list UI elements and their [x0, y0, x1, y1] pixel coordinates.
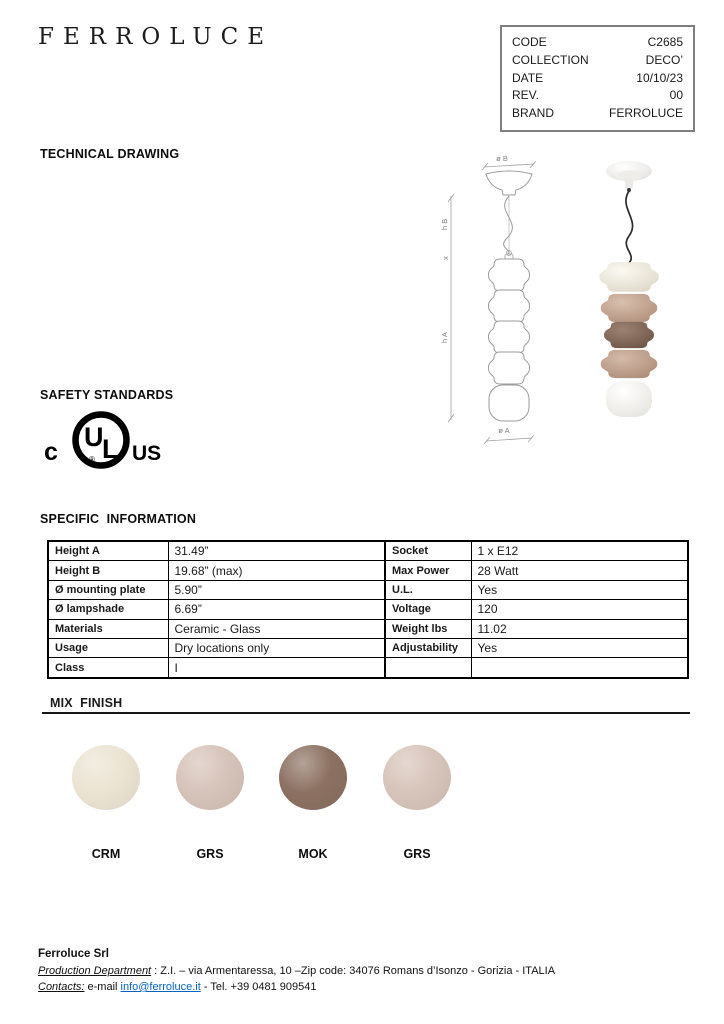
- ul-letter-c: c: [44, 438, 58, 466]
- contacts-line: [38, 979, 555, 996]
- info-value: 00: [669, 88, 683, 103]
- finish-swatch-grs-2: [383, 745, 451, 810]
- specific-information-heading: SPECIFIC INFORMATION: [40, 512, 197, 526]
- spec-label: Socket: [385, 541, 471, 561]
- finish-swatch-mok: [279, 745, 347, 810]
- mix-finish-heading: MIX FINISH: [42, 696, 690, 714]
- production-address: : Z.I. – via Armentaressa, 10 –Zip code: 34076 Romans d’Isonzo - Gorizia - ITALIA: [151, 964, 556, 977]
- drawing-shade-3: [489, 321, 530, 353]
- footer: [38, 946, 555, 996]
- ul-letter-u: U: [84, 422, 104, 452]
- table-row: [48, 619, 688, 638]
- spec-value: 5.90”: [168, 580, 385, 599]
- spec-value: I: [168, 658, 385, 678]
- info-label: DATE: [512, 70, 544, 85]
- cul-us-certification-mark: [42, 406, 162, 480]
- info-label: BRAND: [512, 106, 555, 121]
- drawing-cord: [504, 196, 513, 254]
- info-row-brand: [512, 105, 683, 123]
- dim-label-x: x: [441, 256, 450, 260]
- finish-swatch-grs: [176, 745, 244, 810]
- info-value: FERROLUCE: [608, 106, 683, 121]
- finish-label-grs-2: GRS: [403, 847, 431, 861]
- spec-label: Materials: [48, 619, 168, 638]
- spec-value: 19.68” (max): [168, 561, 385, 580]
- table-row: [48, 638, 688, 657]
- production-line: [38, 963, 555, 980]
- spec-value: Dry locations only: [168, 638, 385, 657]
- drawing-canopy: [486, 171, 532, 195]
- spec-value: Ceramic - Glass: [168, 619, 385, 638]
- dim-label-height-a: h A: [440, 332, 449, 343]
- spec-label: Ø mounting plate: [48, 580, 168, 599]
- spec-label: Voltage: [385, 600, 471, 619]
- finish-swatch-crm: [72, 745, 140, 810]
- info-label: COLLECTION: [512, 52, 589, 67]
- brand-logo: FERROLUCE: [38, 24, 274, 50]
- drawing-shade-1: [489, 259, 530, 291]
- company-name: Ferroluce Srl: [38, 948, 109, 960]
- photo-cord: [626, 191, 633, 263]
- spec-value: 28 Watt: [471, 561, 688, 580]
- spec-label: Adjustability: [385, 638, 471, 657]
- info-row-rev: [512, 87, 683, 105]
- spec-value: 1 x E12: [471, 541, 688, 561]
- finish-label-grs: GRS: [196, 847, 224, 861]
- safety-standards-heading: SAFETY STANDARDS: [40, 388, 174, 402]
- production-department-label: Production Department: [38, 964, 152, 977]
- info-value: DECO’: [645, 52, 683, 67]
- spec-label: Usage: [48, 638, 168, 657]
- spec-label: Max Power: [385, 561, 471, 580]
- ul-letters-us: US: [132, 442, 162, 465]
- contacts-phone: - Tel. +39 0481 909541: [200, 981, 317, 993]
- photo-shade-grs: [601, 294, 658, 322]
- table-row: [48, 580, 688, 599]
- dim-label-height-b: h B: [440, 218, 449, 230]
- drawing-shade-4: [489, 352, 530, 384]
- info-row-date: [512, 70, 683, 88]
- technical-line-drawing: [436, 150, 568, 448]
- drawing-globe: [489, 385, 529, 421]
- spec-value: 11.02: [471, 619, 688, 638]
- photo-shade-crm: [599, 262, 658, 291]
- spec-label: Ø lampshade: [48, 600, 168, 619]
- table-row: [48, 658, 688, 678]
- table-row: [48, 600, 688, 619]
- technical-drawing-heading: TECHNICAL DRAWING: [40, 147, 180, 161]
- spec-label: Height B: [48, 561, 168, 580]
- spec-value: Yes: [471, 638, 688, 657]
- finish-label-mok: MOK: [298, 847, 328, 861]
- photo-globe: [606, 381, 652, 417]
- spec-value: Yes: [471, 580, 688, 599]
- photo-shade-mok: [604, 322, 654, 348]
- contacts-prefix: e-mail: [84, 981, 121, 993]
- spec-label: [385, 658, 471, 678]
- specifications-table: [47, 540, 689, 679]
- spec-value: 6.69”: [168, 600, 385, 619]
- product-photo: [584, 158, 676, 422]
- document-info-box: [500, 25, 695, 132]
- spec-value: 120: [471, 600, 688, 619]
- ul-letter-l: L: [102, 434, 119, 464]
- spec-label: Weight lbs: [385, 619, 471, 638]
- contacts-label: Contacts:: [38, 981, 85, 993]
- spec-value: 31.49”: [168, 541, 385, 561]
- spec-label: Class: [48, 658, 168, 678]
- info-label: REV.: [512, 88, 539, 103]
- spec-label: Height A: [48, 541, 168, 561]
- dim-label-diameter-a: ø A: [498, 426, 510, 435]
- registered-symbol: ®: [89, 455, 95, 464]
- dim-label-diameter-b: ø B: [496, 154, 508, 163]
- table-row: [48, 541, 688, 561]
- info-row-code: [512, 34, 683, 52]
- info-row-collection: [512, 52, 683, 70]
- spec-value: [471, 658, 688, 678]
- table-row: [48, 561, 688, 580]
- spec-label: U.L.: [385, 580, 471, 599]
- info-value: 10/10/23: [636, 70, 683, 85]
- drawing-shade-2: [489, 290, 530, 322]
- finish-label-crm: CRM: [91, 847, 121, 861]
- photo-shade-grs-2: [601, 350, 658, 378]
- info-label: CODE: [512, 35, 547, 49]
- info-value: C2685: [647, 35, 683, 49]
- email-link[interactable]: info@ferroluce.it: [120, 981, 201, 993]
